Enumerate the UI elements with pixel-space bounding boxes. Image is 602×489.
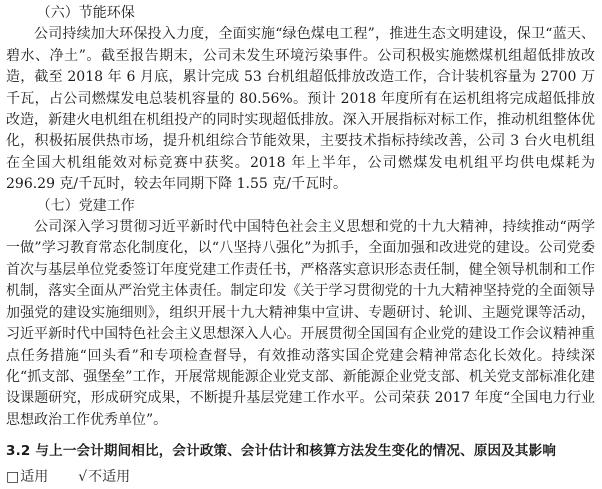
- paragraph-party-building: 公司深入学习贯彻习近平新时代中国特色社会主义思想和党的十九大精神，持续推动“两学一做”学习教育常态化制度化，以“八坚持八强化”为抓手，全面加强和改进党的建设。公司党委首次与基层单位党委签订年度党建工作责任书，严格落实意识形态责任制，健全领导机制和工作机制，落实全面从严治党主体责任。制定印发《关于学习贯彻党的十九大精神坚持党的全面领导加强党的建设实施细则》，组织开展十九大精神集中宣讲、专题研讨、轮训、主题党课等活动，习近平新时代中国特色社会主义思想深入人心。开展贯彻全国国有企业党的建设工作会议精神重点任务措施“回头看”和专项检查督导，有效推动落实国企党建会精神常态化长效化。持续深化“抓支部、强堡垒”工作，开展常规能源企业党支部、新能源企业党支部、机关党支部标准化建设课题研究，形成研究成果，不断提升基层党建工作水平。公司荣获 2017 年度“全国电力行业思想政治工作优秀单位”。: [6, 219, 595, 428]
- paragraph-energy-environment: 公司持续加大环保投入力度，全面实施“绿色煤电工程”，推进生态文明建设，保卫“蓝天、碧水、净土”。截至报告期末，公司未发生环境污染事件。公司积极实施燃煤机组超低排放改造，截至 2018 年 6 月底，累计完成 53 台机组超低排放改造工作，合计装机容量为 2700 万千瓦，占公司燃煤发电总装机容量的 80.56%。预计 2018 年度所有在运机组将完成超低排放改造，新建火电机组在机组投产的同时实现超低排放。深入开展指标对标工作，推动机组整体优化，积极拓展供热市场，提升机组综合节能效果，主要技术指标持续改善，公司 3 台火电机组在全国大机组能效对标竞赛中获奖。2018 年上半年，公司燃煤发电机组平均供电煤耗为 296.29 克/千瓦时，较去年同期下降 1.55 克/千瓦时。: [6, 26, 595, 193]
- applicable-label: 适用: [20, 468, 49, 485]
- applicable-option: [6, 467, 48, 488]
- section-party-building: [6, 196, 595, 431]
- section-energy-environment: [6, 3, 595, 196]
- checkmark-icon: √: [78, 468, 88, 485]
- applicability-row: [6, 467, 595, 488]
- checkbox-icon: □: [6, 468, 20, 485]
- subsection-heading-3-2: 3.2 与上一会计期间相比，会计政策、会计估计和核算方法发生变化的情况、原因及其影响: [6, 443, 557, 460]
- not-applicable-label: 不适用: [88, 468, 131, 485]
- section-heading-energy-environment: （六）节能环保: [36, 5, 135, 21]
- section-heading-party-building: （七）党建工作: [36, 197, 135, 214]
- not-applicable-option: [78, 467, 130, 488]
